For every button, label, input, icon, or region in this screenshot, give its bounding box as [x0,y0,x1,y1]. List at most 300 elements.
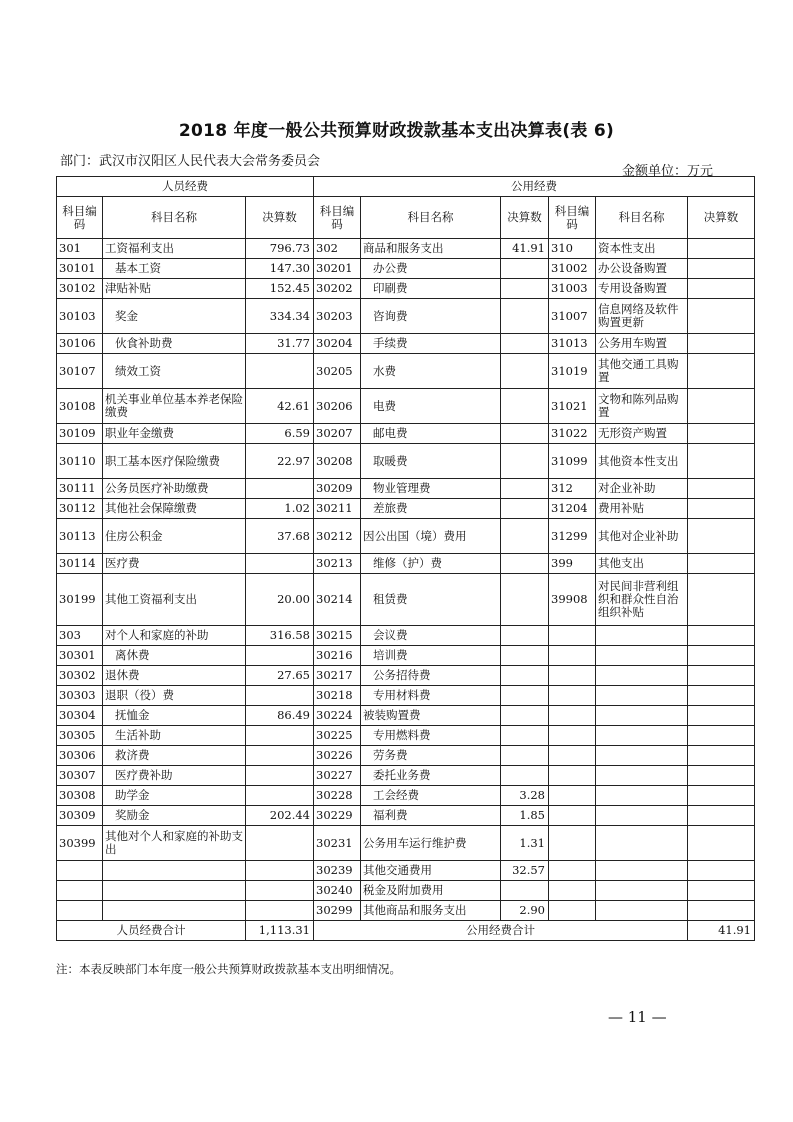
cell-amount [688,299,755,334]
name-header: 科目名称 [596,197,688,239]
cell-code: 30225 [314,726,361,746]
cell-code: 310 [549,239,596,259]
table-row [57,389,755,424]
cell-name: 公务用车购置 [596,334,688,354]
cell-code: 30208 [314,444,361,479]
cell-name: 办公设备购置 [596,259,688,279]
cell-amount [688,901,755,921]
cell-name: 机关事业单位基本养老保险缴费 [103,389,246,424]
cell-code: 30212 [314,519,361,554]
cell-amount [688,826,755,861]
cell-name [596,626,688,646]
cell-name: 因公出国（境）费用 [361,519,501,554]
cell-name [596,826,688,861]
personnel-total-value: 1,113.31 [246,921,314,941]
cell-name: 离休费 [103,646,246,666]
cell-code: 30217 [314,666,361,686]
table-row [57,499,755,519]
cell-name: 绩效工资 [103,354,246,389]
table-row [57,626,755,646]
cell-code: 30106 [57,334,103,354]
cell-amount: 32.57 [501,861,549,881]
cell-amount [246,826,314,861]
table-row [57,746,755,766]
cell-amount [688,706,755,726]
cell-name: 被装购置费 [361,706,501,726]
cell-name [103,861,246,881]
cell-code: 30224 [314,706,361,726]
code-header: 科目编码 [57,197,103,239]
public-total-value: 41.91 [688,921,755,941]
cell-code [549,881,596,901]
cell-name: 抚恤金 [103,706,246,726]
cell-name: 费用补贴 [596,499,688,519]
cell-amount [501,626,549,646]
cell-code: 31019 [549,354,596,389]
cell-code [57,881,103,901]
cell-name: 信息网络及软件购置更新 [596,299,688,334]
table-row [57,334,755,354]
cell-name [596,806,688,826]
footnote: 注：本表反映部门本年度一般公共预算财政拨款基本支出明细情况。 [56,962,401,976]
cell-code: 30203 [314,299,361,334]
cell-code: 30215 [314,626,361,646]
cell-code: 30303 [57,686,103,706]
cell-code: 30240 [314,881,361,901]
cell-amount [501,424,549,444]
cell-amount: 31.77 [246,334,314,354]
cell-amount [246,881,314,901]
cell-name: 救济费 [103,746,246,766]
table-row [57,726,755,746]
cell-code: 30109 [57,424,103,444]
cell-amount [501,646,549,666]
cell-name: 工会经费 [361,786,501,806]
cell-code: 31022 [549,424,596,444]
cell-name [596,666,688,686]
cell-code: 30111 [57,479,103,499]
cell-code: 302 [314,239,361,259]
cell-amount [501,766,549,786]
table-row [57,826,755,861]
cell-amount [688,806,755,826]
cell-amount [501,726,549,746]
cell-amount: 796.73 [246,239,314,259]
amount-header: 决算数 [501,197,549,239]
cell-code: 30112 [57,499,103,519]
cell-code: 30302 [57,666,103,686]
cell-name: 住房公积金 [103,519,246,554]
cell-name: 物业管理费 [361,479,501,499]
cell-amount: 22.97 [246,444,314,479]
cell-amount: 27.65 [246,666,314,686]
cell-name: 租赁费 [361,574,501,626]
cell-amount [501,881,549,901]
cell-amount: 152.45 [246,279,314,299]
cell-code: 31007 [549,299,596,334]
cell-amount [688,479,755,499]
cell-amount [688,354,755,389]
cell-code: 30102 [57,279,103,299]
cell-amount: 147.30 [246,259,314,279]
cell-name: 其他支出 [596,554,688,574]
cell-name: 医疗费 [103,554,246,574]
cell-name [596,726,688,746]
cell-amount: 6.59 [246,424,314,444]
cell-amount: 2.90 [501,901,549,921]
cell-name: 基本工资 [103,259,246,279]
cell-name: 委托业务费 [361,766,501,786]
cell-code [549,826,596,861]
cell-name: 公务用车运行维护费 [361,826,501,861]
cell-name: 其他工资福利支出 [103,574,246,626]
cell-amount [688,239,755,259]
cell-code: 30227 [314,766,361,786]
cell-amount [688,499,755,519]
cell-code: 301 [57,239,103,259]
cell-code: 30306 [57,746,103,766]
department-label: 部门：武汉市汉阳区人民代表大会常务委员会 [60,154,321,169]
cell-code: 30211 [314,499,361,519]
cell-code: 30113 [57,519,103,554]
table-row [57,239,755,259]
cell-code [549,646,596,666]
cell-amount [501,499,549,519]
cell-amount [501,519,549,554]
cell-amount [501,666,549,686]
cell-amount: 20.00 [246,574,314,626]
table-row [57,901,755,921]
cell-code: 39908 [549,574,596,626]
cell-name: 手续费 [361,334,501,354]
cell-code: 30305 [57,726,103,746]
cell-name: 生活补助 [103,726,246,746]
cell-name [103,881,246,901]
cell-code [57,861,103,881]
cell-name: 其他商品和服务支出 [361,901,501,921]
cell-amount [688,334,755,354]
cell-amount [688,626,755,646]
table-row [57,686,755,706]
cell-name [596,646,688,666]
cell-name: 福利费 [361,806,501,826]
cell-amount [501,746,549,766]
cell-amount [246,686,314,706]
table-row [57,706,755,726]
cell-amount [246,646,314,666]
cell-name: 助学金 [103,786,246,806]
cell-code: 31003 [549,279,596,299]
cell-code: 30114 [57,554,103,574]
cell-amount [688,746,755,766]
cell-code: 30226 [314,746,361,766]
table-row [57,554,755,574]
cell-code: 30239 [314,861,361,881]
amount-header: 决算数 [688,197,755,239]
cell-name: 其他资本性支出 [596,444,688,479]
cell-name [596,706,688,726]
cell-amount [688,646,755,666]
code-header: 科目编码 [314,197,361,239]
cell-name [103,901,246,921]
cell-code: 31021 [549,389,596,424]
name-header: 科目名称 [361,197,501,239]
cell-code: 31099 [549,444,596,479]
cell-name: 取暖费 [361,444,501,479]
page-number: — 11 — [608,1008,667,1026]
cell-code: 303 [57,626,103,646]
public-header: 公用经费 [314,177,755,197]
cell-name: 专用设备购置 [596,279,688,299]
cell-amount [246,786,314,806]
cell-amount [501,686,549,706]
cell-name: 邮电费 [361,424,501,444]
table-row [57,279,755,299]
cell-code: 30304 [57,706,103,726]
cell-amount [688,574,755,626]
table-row [57,444,755,479]
cell-name [596,786,688,806]
code-header: 科目编码 [549,197,596,239]
cell-amount [688,666,755,686]
cell-amount: 41.91 [501,239,549,259]
table-row [57,259,755,279]
cell-name: 会议费 [361,626,501,646]
cell-amount [688,881,755,901]
cell-code: 30399 [57,826,103,861]
cell-code [549,666,596,686]
budget-table [56,176,755,941]
cell-amount [246,554,314,574]
table-row [57,574,755,626]
cell-amount [688,554,755,574]
cell-amount [501,259,549,279]
cell-name: 劳务费 [361,746,501,766]
table-row [57,479,755,499]
cell-amount: 1.31 [501,826,549,861]
name-header: 科目名称 [103,197,246,239]
cell-name: 职业年金缴费 [103,424,246,444]
cell-code: 30229 [314,806,361,826]
cell-code: 30205 [314,354,361,389]
cell-amount [501,554,549,574]
cell-name: 印刷费 [361,279,501,299]
cell-code: 30209 [314,479,361,499]
unit-label: 金额单位：万元 [621,164,713,179]
cell-name [596,901,688,921]
cell-code: 30201 [314,259,361,279]
cell-name: 津贴补贴 [103,279,246,299]
cell-name: 文物和陈列品购置 [596,389,688,424]
cell-code: 30228 [314,786,361,806]
cell-amount [688,279,755,299]
cell-code: 30301 [57,646,103,666]
cell-amount [246,746,314,766]
cell-code: 30307 [57,766,103,786]
cell-name: 对个人和家庭的补助 [103,626,246,646]
cell-amount: 1.02 [246,499,314,519]
cell-code: 30231 [314,826,361,861]
cell-code [549,706,596,726]
cell-amount [246,901,314,921]
cell-code: 31013 [549,334,596,354]
cell-name: 奖励金 [103,806,246,826]
cell-code: 30299 [314,901,361,921]
cell-code [549,901,596,921]
public-total-label: 公用经费合计 [314,921,688,941]
personnel-total-label: 人员经费合计 [57,921,246,941]
cell-name: 对民间非营利组织和群众性自治组织补贴 [596,574,688,626]
cell-amount [501,354,549,389]
cell-amount: 37.68 [246,519,314,554]
cell-amount [501,279,549,299]
cell-code [549,746,596,766]
cell-name: 专用材料费 [361,686,501,706]
cell-name [596,686,688,706]
cell-code: 30101 [57,259,103,279]
cell-name: 其他交通工具购置 [596,354,688,389]
cell-name: 退休费 [103,666,246,686]
cell-name: 奖金 [103,299,246,334]
cell-amount [688,424,755,444]
table-row [57,424,755,444]
cell-name: 商品和服务支出 [361,239,501,259]
cell-name: 医疗费补助 [103,766,246,786]
cell-code: 31299 [549,519,596,554]
cell-code: 30199 [57,574,103,626]
cell-code: 30308 [57,786,103,806]
cell-name: 公务员医疗补助缴费 [103,479,246,499]
cell-code: 30206 [314,389,361,424]
cell-amount [688,726,755,746]
cell-name: 维修（护）费 [361,554,501,574]
cell-name: 电费 [361,389,501,424]
cell-name: 培训费 [361,646,501,666]
cell-name: 其他交通费用 [361,861,501,881]
cell-amount [501,334,549,354]
cell-code: 30108 [57,389,103,424]
cell-name: 资本性支出 [596,239,688,259]
cell-code [549,861,596,881]
cell-amount: 42.61 [246,389,314,424]
table-row [57,861,755,881]
cell-name: 对企业补助 [596,479,688,499]
cell-amount [246,479,314,499]
cell-code [549,806,596,826]
cell-name: 其他社会保障缴费 [103,499,246,519]
cell-code [549,786,596,806]
cell-amount [501,574,549,626]
amount-header: 决算数 [246,197,314,239]
cell-amount [688,861,755,881]
cell-code: 30207 [314,424,361,444]
cell-name: 税金及附加费用 [361,881,501,901]
cell-name: 伙食补助费 [103,334,246,354]
cell-name: 专用燃料费 [361,726,501,746]
cell-code: 30107 [57,354,103,389]
table-row [57,646,755,666]
cell-code: 30204 [314,334,361,354]
table-row [57,881,755,901]
cell-amount: 316.58 [246,626,314,646]
cell-name: 咨询费 [361,299,501,334]
cell-name: 办公费 [361,259,501,279]
cell-code [549,626,596,646]
cell-amount [688,519,755,554]
cell-amount [501,299,549,334]
cell-name: 职工基本医疗保险缴费 [103,444,246,479]
cell-amount: 86.49 [246,706,314,726]
cell-code [549,766,596,786]
cell-amount: 3.28 [501,786,549,806]
cell-name: 其他对个人和家庭的补助支出 [103,826,246,861]
cell-code: 30213 [314,554,361,574]
cell-code: 31002 [549,259,596,279]
cell-name [596,766,688,786]
cell-amount [246,354,314,389]
cell-code: 30309 [57,806,103,826]
page-title: 2018 年度一般公共预算财政拨款基本支出决算表(表 6) [178,121,615,141]
cell-code: 31204 [549,499,596,519]
cell-code [57,901,103,921]
table-row [57,519,755,554]
cell-code: 30214 [314,574,361,626]
cell-amount [501,479,549,499]
cell-amount: 202.44 [246,806,314,826]
cell-amount [246,861,314,881]
table-row [57,786,755,806]
cell-amount [688,259,755,279]
cell-name [596,746,688,766]
cell-amount [688,686,755,706]
cell-code: 30216 [314,646,361,666]
cell-code: 30218 [314,686,361,706]
cell-amount [501,444,549,479]
cell-name: 工资福利支出 [103,239,246,259]
cell-amount [688,389,755,424]
cell-name: 无形资产购置 [596,424,688,444]
cell-amount: 334.34 [246,299,314,334]
personnel-header: 人员经费 [57,177,314,197]
cell-amount [246,766,314,786]
cell-amount [501,389,549,424]
cell-code: 30110 [57,444,103,479]
cell-code [549,686,596,706]
cell-amount: 1.85 [501,806,549,826]
cell-name [596,881,688,901]
cell-amount [501,706,549,726]
cell-amount [688,786,755,806]
cell-amount [246,726,314,746]
cell-code: 399 [549,554,596,574]
cell-name: 退职（役）费 [103,686,246,706]
cell-code: 30202 [314,279,361,299]
cell-code [549,726,596,746]
table-row [57,354,755,389]
table-row [57,806,755,826]
table-row [57,299,755,334]
table-row [57,766,755,786]
cell-name: 差旅费 [361,499,501,519]
cell-name: 公务招待费 [361,666,501,686]
cell-amount [688,766,755,786]
cell-amount [688,444,755,479]
cell-name [596,861,688,881]
cell-name: 水费 [361,354,501,389]
cell-name: 其他对企业补助 [596,519,688,554]
cell-code: 30103 [57,299,103,334]
cell-code: 312 [549,479,596,499]
